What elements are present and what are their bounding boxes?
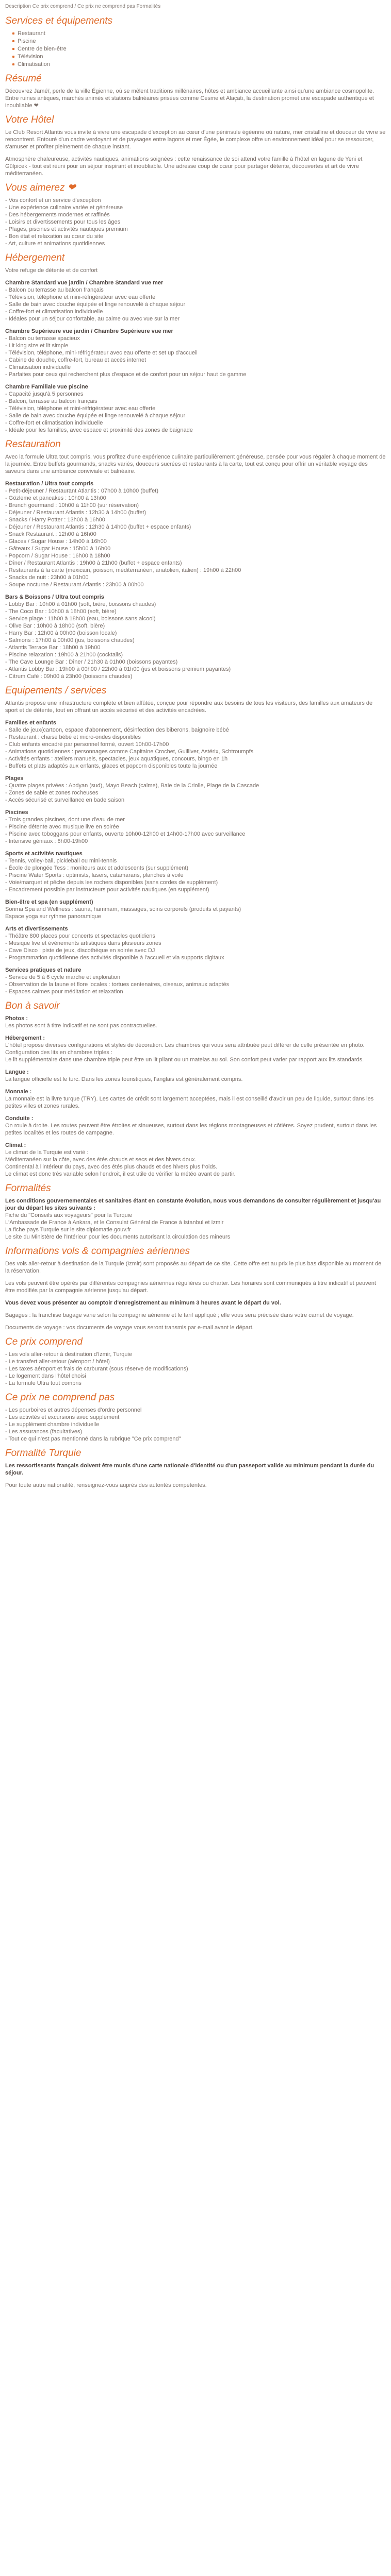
meal-line: - Déjeuner / Restaurant Atlantis : 12h30 à 14h00 (buffet + espace enfants): [5, 524, 191, 530]
meal-line: - Dîner / Restaurant Atlantis : 19h00 à 21h00 (buffet + espace enfants): [5, 560, 182, 566]
equipement-line: - Tennis, volley-ball, pickleball ou mini-tennis: [5, 858, 117, 864]
equipement-line: - Espaces calmes pour méditation et relaxation: [5, 989, 123, 995]
equipement-line: - Piscine avec toboggans pour enfants, ouverte 10h00-12h00 et 14h00-17h00 avec surveillance: [5, 831, 246, 837]
prix-ne-comprend-title: Ce prix ne comprend pas: [5, 1392, 115, 1403]
savoir-line: La monnaie est la livre turque (TRY). Les cartes de crédit sont largement acceptées, mais il est conseillé d'avoir un peu de liquide, surtout dans les petites villes et zones rurales.: [5, 1096, 374, 1109]
aimerez-item: - Bon état et relaxation au cœur du site: [5, 233, 104, 240]
equipement-line: Espace yoga sur rythme panoramique: [5, 913, 101, 920]
bar-line: - Atlantis Lobby Bar : 19h00 à 00h00 / 22h00 à 01h00 (jus et boissons premium payantes): [5, 666, 231, 672]
room-line: - Balcon ou terrasse spacieux: [5, 335, 80, 342]
infos-line: Des vols aller-retour à destination de la Turquie (Izmir) sont proposés au départ de ce site. Cette offre est au prix le plus bas disponible au moment de la réservation.: [5, 1261, 382, 1274]
room-line: - Coffre-fort et climatisation individuelle: [5, 309, 103, 315]
equipement-line: - Observation de la faune et flore locales : tortues centenaires, oiseaux, animaux adaptés: [5, 981, 230, 988]
savoir-line: Configuration des lits en chambres triples :: [5, 1049, 112, 1056]
infos-line: Vous devez vous présenter au comptoir d'enregistrement au minimum 3 heures avant le départ du vol.: [5, 1300, 281, 1306]
aimerez-item: - Des hébergements modernes et raffinés: [5, 212, 110, 218]
aimerez-item: - Loisirs et divertissements pour tous les âges: [5, 219, 121, 225]
prix-ne-comprend-item: - Tout ce qui n'est pas mentionné dans la rubrique "Ce prix comprend": [5, 1436, 181, 1442]
equipement-line: - Voie/marquet et pêche depuis les rochers disponibles (sans cordes de supplément): [5, 879, 218, 886]
meal-line: - Gâteaux / Sugar House : 15h00 à 16h00: [5, 546, 111, 552]
turquie-list: [5, 1462, 386, 1489]
bar-line: - Olive Bar : 10h00 à 18h00 (soft, bière): [5, 623, 105, 629]
bar-line: - The Cave Lounge Bar : Dîner / 21h30 à 01h00 (boissons payantes): [5, 659, 178, 665]
equipement-line: - Quatre plages privées : Abdyan (sud), Mayo Beach (calme), Baie de la Criolle, Plage de la Cascade: [5, 783, 259, 789]
formalites-list: [5, 1197, 386, 1241]
savoir-section-name: Hébergement :: [5, 1035, 45, 1041]
hotel-paragraph: Atmosphère chaleureuse, activités nautiques, animations soignées : cette renaissance de soi attend votre famille à l'hôtel en lagune de Yeni et Gülpicek - tout est réuni pour un séjour inspirant et inoubliable. Une adresse coup de cœur pour partager détente, découvertes et art de vivre méditerranéen.: [5, 156, 363, 177]
room-name: Chambre Supérieure vue jardin / Chambre Supérieure vue mer: [5, 328, 173, 334]
savoir-line: Le climat est donc très variable selon l'endroit, il est utile de vérifier la météo avant de partir.: [5, 1171, 236, 1177]
services-list: [5, 30, 386, 68]
savoir-section: [5, 1115, 386, 1137]
hotel-paragraph: Le Club Resort Atlantis vous invite à vivre une escapade d'exception au cœur d'une péninsule égéenne où nature, mer cristalline et douceur de vivre se rencontrent. Entouré d'un cadre verdoyant et de paysages entre lagons et mer Égée, le complexe offre un environnement idéal pour se ressourcer, s'amuser et profiter pleinement de chaque instant.: [5, 129, 386, 150]
meal-line: - Glaces / Sugar House : 14h00 à 16h00: [5, 538, 107, 545]
room-name: Chambre Standard vue jardin / Chambre Standard vue mer: [5, 280, 164, 286]
equipement-line: - Théâtre 800 places pour concerts et spectacles quotidiens: [5, 933, 155, 939]
restauration-section-name: Bars & Boissons / Ultra tout compris: [5, 594, 104, 600]
savoir-section-name: Photos :: [5, 1015, 28, 1022]
room-name: Chambre Familiale vue piscine: [5, 384, 88, 390]
room-line: - Capacité jusqu'à 5 personnes: [5, 391, 84, 397]
savoir-line: Le climat de la Turquie est varié :: [5, 1149, 89, 1156]
savoir-line: On roule à droite. Les routes peuvent être étroites et sinueuses, surtout dans les régions montagneuses et côtières. Soyez prudent, surtout dans les petites localités et les routes de campagne.: [5, 1123, 377, 1136]
infos-line: Les vols peuvent être opérés par différentes compagnies aériennes régulières ou charter. Les horaires sont communiqués à titre indicatif et peuvent être modifiés par la compagnie aérienne jusqu'au départ.: [5, 1280, 376, 1294]
aimerez-title: Vous aimerez ❤: [5, 182, 76, 193]
service-item: Climatisation: [12, 61, 386, 68]
equipement-line: - Animations quotidiennes : personnages comme Capitaine Crochet, Guilliver, Astérix, Schtroumpfs: [5, 749, 254, 755]
bar-line: - Service plage : 11h00 à 18h00 (eau, boissons sans alcool): [5, 616, 156, 622]
room-line: - Télévision, téléphone et mini-réfrigérateur avec eau offerte: [5, 294, 156, 300]
equipement-line: - École de plongée Tess : moniteurs aux et adolescents (sur supplément): [5, 865, 189, 871]
tab-links[interactable]: Description Ce prix comprend / Ce prix ne comprend pas Formalités: [5, 4, 161, 9]
equipement-section-name: Sports et activités nautiques: [5, 851, 83, 857]
prix-comprend-item: - Le transfert aller-retour (aéroport / hôtel): [5, 1359, 110, 1365]
restauration-section: [5, 594, 386, 680]
equipement-line: - Intensive géniaux : 8h00-19h00: [5, 838, 88, 844]
equipement-line: - Activités enfants : ateliers manuels, spectacles, jeux aquatiques, concours, bingo en 1h: [5, 756, 228, 762]
equipement-section-name: Bien-être et spa (en supplément): [5, 899, 93, 905]
infos-line: Bagages : la franchise bagage varie selon la compagnie aérienne et le tarif appliqué ; elle vous sera précisée dans votre carnet de voyage.: [5, 1312, 354, 1318]
aimerez-item: - Vos confort et un service d'exception: [5, 197, 101, 204]
meal-line: - Snacks de nuit : 23h00 à 01h00: [5, 574, 89, 581]
meal-line: - Brunch gourmand : 10h00 à 11h00 (sur réservation): [5, 502, 139, 509]
services-title: Services et équipements: [5, 15, 113, 26]
equipement-line: - Buffets et plats adaptés aux enfants, glaces et popcorn disponibles toute la journée: [5, 763, 218, 769]
equipement-line: - Zones de sable et zones rocheuses: [5, 790, 99, 796]
savoir-section-name: Conduite :: [5, 1115, 34, 1122]
prix-ne-comprend-item: - Les assurances (facultatives): [5, 1429, 83, 1435]
savoir-section-name: Climat :: [5, 1142, 26, 1148]
savoir-section: [5, 1142, 386, 1178]
turquie-title: Formalité Turquie: [5, 1448, 82, 1459]
meal-line: - Déjeuner / Restaurant Atlantis : 12h30 à 14h00 (buffet): [5, 510, 146, 516]
savoir-section: [5, 1035, 386, 1063]
bar-line: - Atlantis Terrace Bar : 18h00 à 19h00: [5, 645, 101, 651]
room-line: - Idéale pour les familles, avec espace et proximité des zones de baignade: [5, 427, 193, 433]
turquie-line: Pour toute autre nationalité, renseignez-vous auprès des autorités compétentes.: [5, 1482, 207, 1488]
equipement-line: - Musique live et événements artistiques dans plusieurs zones: [5, 940, 161, 946]
savoir-line: Méditerranéen sur la côte, avec des étés chauds et secs et des hivers doux.: [5, 1157, 197, 1163]
bar-line: - Piscine relaxation : 19h00 à 21h00 (cocktails): [5, 652, 123, 658]
savoir-section-name: Langue :: [5, 1069, 29, 1075]
equipement-section-name: Piscines: [5, 809, 28, 816]
restauration-section-name: Restauration / Ultra tout compris: [5, 481, 94, 487]
equipement-line: - Programmation quotidienne des activités disponible à l'accueil et via supports digitaux: [5, 955, 224, 961]
savoir-line: Le lit supplémentaire dans une chambre triple peut être un lit pliant ou un matelas au sol. Son confort peut varier par rapport aux lits standards.: [5, 1057, 364, 1063]
equipements-title: Equipements / services: [5, 685, 107, 696]
room-line: - Lit king size et lit simple: [5, 343, 69, 349]
equipement-line: - Service de 5 à 6 cycle marche et exploration: [5, 974, 121, 980]
prix-comprend-item: - Les vols aller-retour à destination d'Izmir, Turquie: [5, 1351, 133, 1358]
equipement-section: [5, 809, 386, 845]
infos-line: Documents de voyage : vos documents de voyage vous seront transmis par e-mail avant le départ.: [5, 1325, 254, 1331]
service-item: Télévision: [12, 53, 386, 60]
bar-line: - Salmons : 17h00 à 00h00 (jus, boissons chaudes): [5, 637, 135, 643]
bar-line: - Harry Bar : 12h00 à 00h00 (boisson locale): [5, 630, 117, 636]
savoir-line: Les photos sont à titre indicatif et ne sont pas contractuelles.: [5, 1023, 157, 1029]
room-line: - Salle de bain avec douche équipée et linge renouvelé à chaque séjour: [5, 301, 186, 308]
formalites-link[interactable]: L'Ambassade de France à Ankara, et le Consulat Général de France à Istanbul et Izmir: [5, 1219, 224, 1226]
meal-line: - Gözleme et pancakes : 10h00 à 13h00: [5, 495, 106, 501]
equipement-section-name: Plages: [5, 775, 24, 782]
equipement-line: - Trois grandes piscines, dont une d'eau de mer: [5, 817, 125, 823]
prix-comprend-list: [5, 1351, 386, 1387]
turquie-line: Les ressortissants français doivent être munis d'une carte nationale d'identité ou d'un passeport valide au minimum pendant la durée du séjour.: [5, 1463, 374, 1476]
equipement-line: - Accès sécurisé et surveillance en bade saison: [5, 797, 125, 803]
prix-ne-comprend-list: [5, 1406, 386, 1443]
room-line: - Cabine de douche, coffre-fort, bureau et accès internet: [5, 357, 146, 363]
hebergement-title: Hébergement: [5, 252, 65, 263]
room-block: [5, 383, 386, 434]
meal-line: - Restaurants à la carte (mexicain, poisson, méditerranéen, anatolien, italien) : 19h00 à 22h00: [5, 567, 241, 573]
savoir-line: La langue officielle est le turc. Dans les zones touristiques, l'anglais est généralement compris.: [5, 1076, 243, 1082]
equipement-section: [5, 967, 386, 995]
savoir-section: [5, 1088, 386, 1110]
prix-ne-comprend-item: - Le supplément chambre individuelle: [5, 1421, 100, 1428]
prix-ne-comprend-item: - Les pourboires et autres dépenses d'ordre personnel: [5, 1407, 142, 1413]
savoir-section-name: Monnaie :: [5, 1089, 32, 1095]
formalites-link[interactable]: La fiche pays Turquie sur le site diplomatie.gouv.fr: [5, 1227, 131, 1233]
room-line: - Balcon, terrasse au balcon français: [5, 398, 97, 404]
equipement-section: [5, 850, 386, 893]
aimerez-item: - Plages, piscines et activités nautiques premium: [5, 226, 128, 232]
savoir-line: L'hôtel propose diverses configurations et styles de décoration. Les chambres qui vous sera attribuée peut différer de celle présentée en photo.: [5, 1042, 365, 1048]
room-line: - Parfaites pour ceux qui recherchent plus d'espace et de confort pour un séjour haut de gamme: [5, 371, 247, 378]
formalites-link[interactable]: Le site du Ministère de l'Intérieur pour les documents autorisant la circulation des mineurs: [5, 1234, 231, 1240]
room-line: - Télévision, téléphone et mini-réfrigérateur avec eau offerte: [5, 405, 156, 412]
savoir-section: [5, 1069, 386, 1083]
equipement-section-name: Services pratiques et nature: [5, 967, 82, 973]
formalites-title: Formalités: [5, 1183, 51, 1194]
meal-line: - Popcorn / Sugar House : 16h00 à 18h00: [5, 553, 110, 559]
equipement-section: [5, 719, 386, 770]
meal-line: - Snack Restaurant : 12h00 à 16h00: [5, 531, 96, 537]
service-item: Centre de bien-être: [12, 45, 386, 53]
service-item: Piscine: [12, 38, 386, 45]
equipements-intro: Atlantis propose une infrastructure complète et bien affûtée, conçue pour répondre aux besoins de tous les visiteurs, des familles aux amateurs de sport et de détente, tout en offrant un accès sécurisé et des activités encadrées.: [5, 700, 373, 714]
formalites-line: Les conditions gouvernementales et sanitaires étant en constante évolution, nous vous demandons de consulter régulièrement et jusqu'au jour du départ les sites suivants :: [5, 1198, 381, 1211]
aimerez-item: - Art, culture et animations quotidiennes: [5, 241, 105, 247]
infos-title: Informations vols & compagnies aériennes: [5, 1246, 190, 1257]
equipement-section-name: Familles et enfants: [5, 720, 57, 726]
equipement-line: - Club enfants encadré par personnel formé, ouvert 10h00-17h00: [5, 741, 169, 748]
resume-text: Découvrez Jaméï, perle de la ville Égienne, où se mêlent traditions millénaires, hôtes et ambiance accueillante ainsi qu'une ambiance cosmopolite. Entre ruines antiques, marchés animés et stations balnéaires prisées comme Cesme et Alaçatı, la destination promet une escapade authentique et inoubliable ❤: [5, 88, 374, 109]
formalites-link[interactable]: Fiche du "Conseils aux voyageurs" pour la Turquie: [5, 1212, 133, 1218]
room-line: - Salle de bain avec douche équipée et linge renouvelé à chaque séjour: [5, 413, 186, 419]
equipement-section: [5, 899, 386, 920]
meal-line: - Soupe nocturne / Restaurant Atlantis : 23h00 à 00h00: [5, 582, 144, 588]
prix-comprend-item: - Le logement dans l'hôtel choisi: [5, 1373, 86, 1379]
equipement-section: [5, 925, 386, 961]
room-block: [5, 328, 386, 378]
equipement-line: - Restaurant : chaise bébé et micro-ondes disponibles: [5, 734, 141, 740]
room-line: - Climatisation individuelle: [5, 364, 71, 370]
resume-title: Résumé: [5, 73, 42, 84]
equipement-line: - Cave Disco : piste de jeux, discothèque en soirée avec DJ: [5, 947, 155, 954]
equipement-line: Sorima Spa and Wellness : sauna, hammam, massages, soins corporels (produits et payants): [5, 906, 241, 912]
prix-comprend-item: - Les taxes aéroport et frais de carburant (sous réserve de modifications): [5, 1366, 188, 1372]
room-line: - Balcon ou terrasse au balcon français: [5, 287, 104, 293]
bar-line: - Citrum Café : 09h00 à 23h00 (boissons chaudes): [5, 673, 133, 680]
equipement-section: [5, 775, 386, 804]
equipement-section-name: Arts et divertissements: [5, 926, 68, 932]
room-line: - Télévision, téléphone, mini-réfrigérateur avec eau offerte et set up d'accueil: [5, 350, 198, 356]
room-block: [5, 279, 386, 323]
prix-ne-comprend-item: - Les activités et excursions avec supplément: [5, 1414, 120, 1420]
hebergement-intro: Votre refuge de détente et de confort: [5, 267, 98, 274]
savoir-line: Continental à l'intérieur du pays, avec des étés plus chauds et des hivers plus froids.: [5, 1164, 218, 1170]
meal-line: - Snacks / Harry Potter : 13h00 à 16h00: [5, 517, 105, 523]
savoir-section: [5, 1015, 386, 1029]
service-item: Restaurant: [12, 30, 386, 37]
prix-comprend-title: Ce prix comprend: [5, 1336, 83, 1347]
equipement-line: - Salle de jeux(cartoon, espace d'abonnement, désinfection des biberons, baignoire bébé: [5, 727, 229, 733]
equipement-line: - Piscine Water Sports : optimists, lasers, catamarans, planches à voile: [5, 872, 184, 878]
aimerez-list: [5, 197, 386, 247]
savoir-title: Bon à savoir: [5, 1001, 60, 1011]
meal-line: - Petit-déjeuner / Restaurant Atlantis : 07h00 à 10h00 (buffet): [5, 488, 158, 494]
restauration-intro: Avec la formule Ultra tout compris, vous profitez d'une expérience culinaire particulièrement généreuse, pensée pour vous régaler à chaque moment de la journée. Entre buffets gourmands, snacks variés, douceurs sucrées et restaurants à la carte, tout est conçu pour offrir un véritable voyage des saveurs dans une ambiance conviviale et balnéaire.: [5, 454, 386, 474]
hotel-title: Votre Hôtel: [5, 114, 54, 125]
equipement-line: - Piscine détente avec musique live en soirée: [5, 824, 119, 830]
infos-list: [5, 1260, 386, 1331]
restauration-title: Restauration: [5, 439, 61, 450]
bar-line: - Lobby Bar : 10h00 à 01h00 (soft, bière, boissons chaudes): [5, 601, 156, 607]
bar-line: - The Coco Bar : 10h00 à 18h00 (soft, bière): [5, 608, 117, 615]
aimerez-item: - Une expérience culinaire variée et généreuse: [5, 205, 123, 211]
room-line: - Coffre-fort et climatisation individuelle: [5, 420, 103, 426]
room-line: - Idéales pour un séjour confortable, au calme ou avec vue sur la mer: [5, 316, 180, 322]
equipement-line: - Encadrement possible par instructeurs pour activités nautiques (en supplément): [5, 887, 209, 893]
prix-comprend-item: - La formule Ultra tout compris: [5, 1380, 82, 1386]
restauration-section: [5, 480, 386, 588]
